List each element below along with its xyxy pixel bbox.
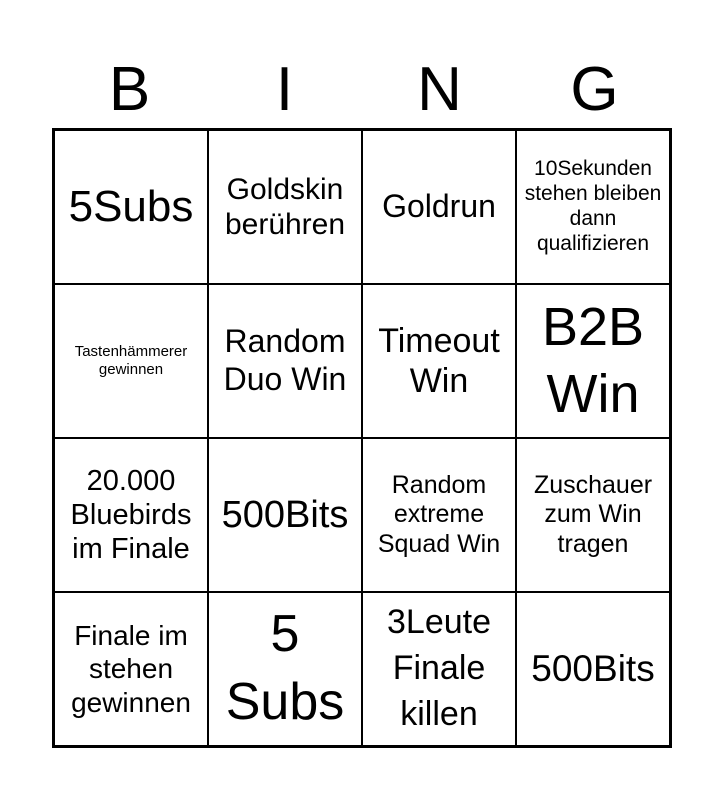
bingo-grid: [52, 128, 672, 748]
bingo-cell[interactable]: Zuschauer zum Win tragen: [516, 438, 670, 592]
header-letter-b: B: [108, 55, 151, 124]
bingo-cell[interactable]: 20.000 Bluebirds im Finale: [54, 438, 208, 592]
bingo-cell[interactable]: Timeout Win: [362, 284, 516, 438]
bingo-cell[interactable]: Goldskin berühren: [208, 130, 362, 284]
bingo-cell[interactable]: Random Duo Win: [208, 284, 362, 438]
bingo-cell[interactable]: Random extreme Squad Win: [362, 438, 516, 592]
bingo-cell[interactable]: 5 Subs: [208, 592, 362, 746]
bingo-cell[interactable]: 500Bits: [208, 438, 362, 592]
bingo-cell[interactable]: B2B Win: [516, 284, 670, 438]
bingo-cell[interactable]: Tastenhämmerer gewinnen: [54, 284, 208, 438]
bingo-header: [52, 52, 672, 128]
bingo-cell[interactable]: 3Leute Finale killen: [362, 592, 516, 746]
bingo-cell[interactable]: Finale im stehen gewinnen: [54, 592, 208, 746]
bingo-cell[interactable]: 500Bits: [516, 592, 670, 746]
bingo-cell[interactable]: 10Sekunden stehen bleiben dann qualifizieren: [516, 130, 670, 284]
header-letter-n: N: [417, 55, 462, 124]
header-letter-i: I: [275, 55, 294, 124]
bingo-cell[interactable]: 5Subs: [54, 130, 208, 284]
header-letter-g: G: [570, 55, 619, 124]
bingo-cell[interactable]: Goldrun: [362, 130, 516, 284]
